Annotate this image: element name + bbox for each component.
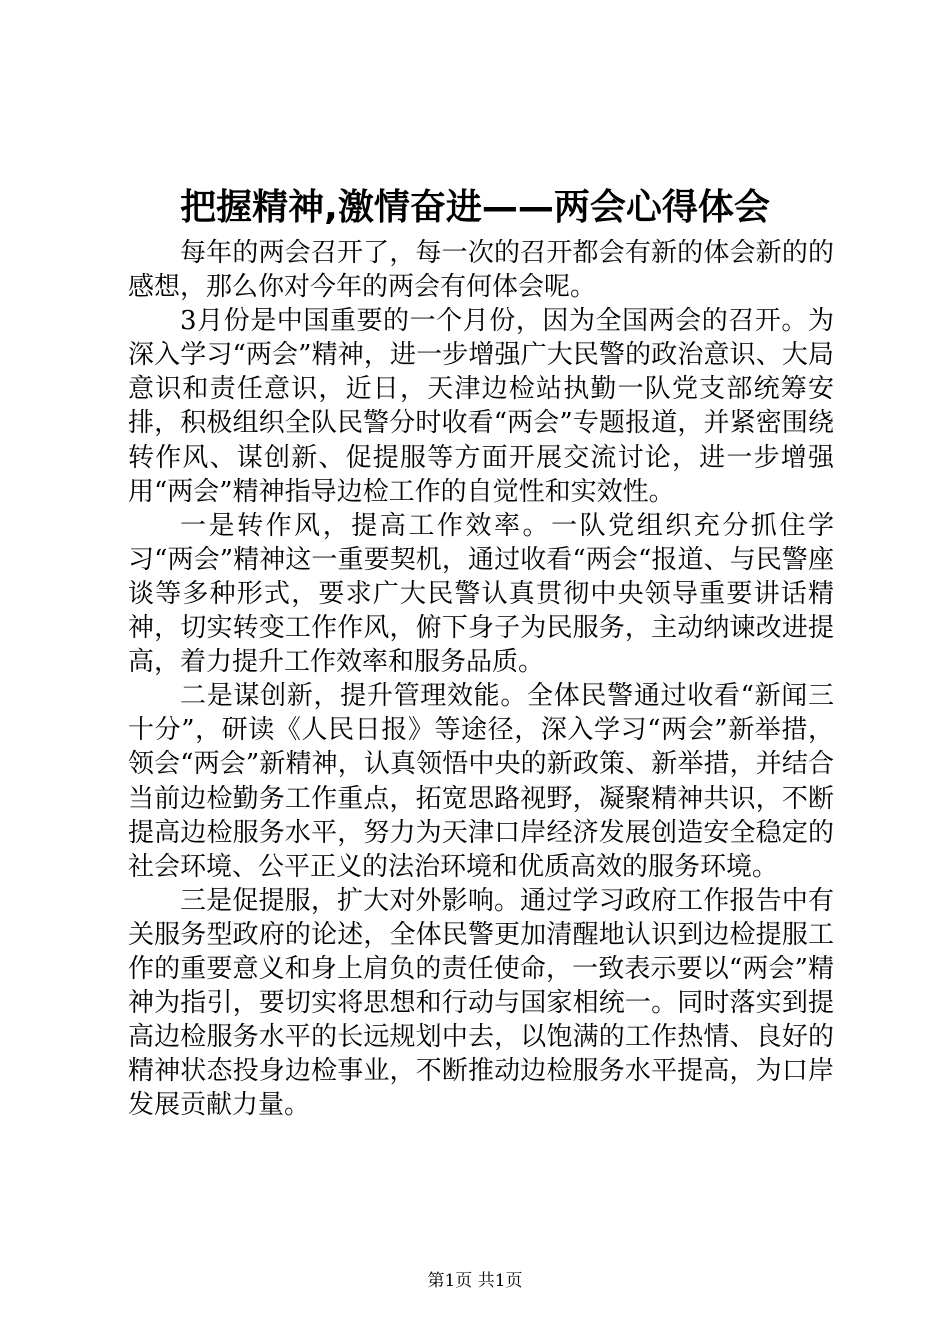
paragraph-point-three: 三是促提服，扩大对外影响。通过学习政府工作报告中有关服务型政府的论述，全体民警更加清醒地认识到边检提服工作的重要意义和身上肩负的责任使命，一致表示要以“两会”精神为指引，要切实将思想和行动与国家相统一。同时落实到提高边检服务水平的长远规划中去，以饱满的工作热情、良好的精神状态投身边检事业，不断推动边检服务水平提高，为口岸发展贡献力量。	[128, 885, 834, 1121]
document-title: 把握精神,激情奋进——两会心得体会	[180, 187, 770, 228]
document-body	[128, 236, 834, 1122]
paragraph-intro: 每年的两会召开了，每一次的召开都会有新的体会新的的感想，那么你对今年的两会有何体会呢。	[128, 238, 834, 303]
paragraph-point-one: 一是转作风，提高工作效率。一队党组织充分抓住学习“两会”精神这一重要契机，通过收看“两会“报道、与民警座谈等多种形式，要求广大民警认真贯彻中央领导重要讲话精神，切实转变工作作风，俯下身子为民服务，主动纳谏改进提高，着力提升工作效率和服务品质。	[128, 510, 834, 678]
paragraph-background: 3月份是中国重要的一个月份，因为全国两会的召开。为深入学习“两会”精神，进一步增强广大民警的政治意识、大局意识和责任意识，近日，天津边检站执勤一队党支部统筹安排，积极组织全队民警分时收看“两会”专题报道，并紧密围绕转作风、谋创新、促提服等方面开展交流讨论，进一步增强用“两会”精神指导边检工作的自觉性和实效性。	[128, 306, 834, 507]
paragraph-point-two: 二是谋创新，提升管理效能。全体民警通过收看“新闻三十分”，研读《人民日报》等途径，深入学习“两会”新举措，领会“两会”新精神，认真领悟中央的新政策、新举措，并结合当前边检勤务工作重点，拓宽思路视野，凝聚精神共识，不断提高边检服务水平，努力为天津口岸经济发展创造安全稳定的社会环境、公平正义的法治环境和优质高效的服务环境。	[128, 681, 834, 882]
page-footer: 第1页 共1页	[427, 1271, 523, 1291]
